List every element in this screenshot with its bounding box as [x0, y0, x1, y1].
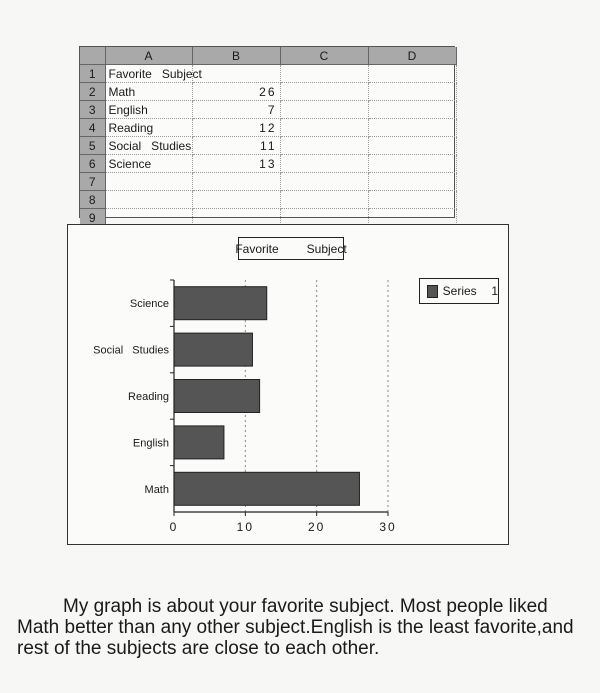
legend-swatch: [427, 285, 438, 298]
cell-b2[interactable]: 26: [192, 83, 280, 101]
caption-text: My graph is about your favorite subject. Most people liked Math better than any other subject.English is the least favorite,and rest of the subjects are close to each other.: [17, 596, 574, 659]
cell-b3[interactable]: 7: [192, 101, 280, 119]
bar-reading[interactable]: [174, 380, 260, 413]
legend-label: Series 1: [442, 284, 498, 298]
sheet-row-3: [80, 101, 456, 119]
category-label: Reading: [128, 391, 169, 403]
sheet-row-1: [80, 65, 456, 83]
cell-c8[interactable]: [280, 191, 368, 209]
cell-b1[interactable]: [192, 65, 280, 83]
x-tick-label: 30: [379, 520, 397, 534]
column-header-d[interactable]: D: [368, 47, 456, 65]
cell-c1[interactable]: [280, 65, 368, 83]
cell-d1[interactable]: [368, 65, 456, 83]
row-header-6[interactable]: 6: [80, 155, 105, 173]
bar-math[interactable]: [174, 472, 359, 505]
cell-a2[interactable]: Math: [105, 83, 192, 101]
bar-science[interactable]: [174, 287, 267, 320]
chart-plot: [68, 225, 508, 544]
cell-d2[interactable]: [368, 83, 456, 101]
category-label: Science: [129, 298, 169, 311]
cell-a4[interactable]: Reading: [105, 119, 192, 137]
row-header-1[interactable]: 1: [80, 65, 105, 83]
corner-cell[interactable]: [80, 47, 105, 65]
x-tick-label: 0: [169, 520, 179, 534]
cell-d5[interactable]: [368, 137, 456, 155]
row-header-9[interactable]: 9: [80, 209, 105, 227]
row-header-3[interactable]: 3: [80, 101, 105, 119]
cell-d8[interactable]: [368, 191, 456, 209]
legend: [419, 278, 499, 304]
category-label: Math: [144, 483, 169, 496]
spreadsheet-table: [80, 47, 457, 227]
chart-title: Favorite Subject: [238, 237, 344, 260]
cell-b7[interactable]: [192, 173, 280, 191]
column-header-a[interactable]: A: [105, 47, 192, 65]
cell-b4[interactable]: 12: [192, 119, 280, 137]
cell-c5[interactable]: [280, 137, 368, 155]
cell-c6[interactable]: [280, 155, 368, 173]
cell-c7[interactable]: [280, 173, 368, 191]
sheet-row-5: [80, 137, 456, 155]
category-label: Social Studies: [93, 344, 169, 357]
column-header-b[interactable]: B: [192, 47, 280, 65]
sheet-row-4: [80, 119, 456, 137]
column-header-row: [80, 47, 456, 65]
bar-social-studies[interactable]: [174, 333, 252, 366]
cell-c4[interactable]: [280, 119, 368, 137]
cell-d3[interactable]: [368, 101, 456, 119]
cell-d7[interactable]: [368, 173, 456, 191]
cell-a1[interactable]: Favorite Subject: [105, 65, 192, 83]
chart: [67, 224, 509, 545]
x-tick-label: 10: [236, 520, 255, 534]
cell-d4[interactable]: [368, 119, 456, 137]
sheet-row-2: [80, 83, 456, 101]
sheet-row-6: [80, 155, 456, 173]
bar-english[interactable]: [174, 426, 224, 459]
cell-a7[interactable]: [105, 173, 192, 191]
cell-a8[interactable]: [105, 191, 192, 209]
spreadsheet: [79, 46, 455, 225]
cell-a5[interactable]: Social Studies: [105, 137, 192, 155]
cell-b5[interactable]: 11: [192, 137, 280, 155]
cell-c2[interactable]: [280, 83, 368, 101]
cell-b6[interactable]: 13: [192, 155, 280, 173]
row-header-2[interactable]: 2: [80, 83, 105, 101]
sheet-row-8: [80, 191, 456, 209]
row-header-5[interactable]: 5: [80, 137, 105, 155]
cell-d6[interactable]: [368, 155, 456, 173]
cell-a3[interactable]: English: [105, 101, 192, 119]
cell-c3[interactable]: [280, 101, 368, 119]
row-header-8[interactable]: 8: [80, 191, 105, 209]
category-label: English: [132, 437, 169, 450]
cell-a6[interactable]: Science: [105, 155, 192, 173]
sheet-row-7: [80, 173, 456, 191]
column-header-c[interactable]: C: [280, 47, 368, 65]
x-tick-label: 20: [307, 520, 326, 534]
cell-b8[interactable]: [192, 191, 280, 209]
row-header-4[interactable]: 4: [80, 119, 105, 137]
row-header-7[interactable]: 7: [80, 173, 105, 191]
